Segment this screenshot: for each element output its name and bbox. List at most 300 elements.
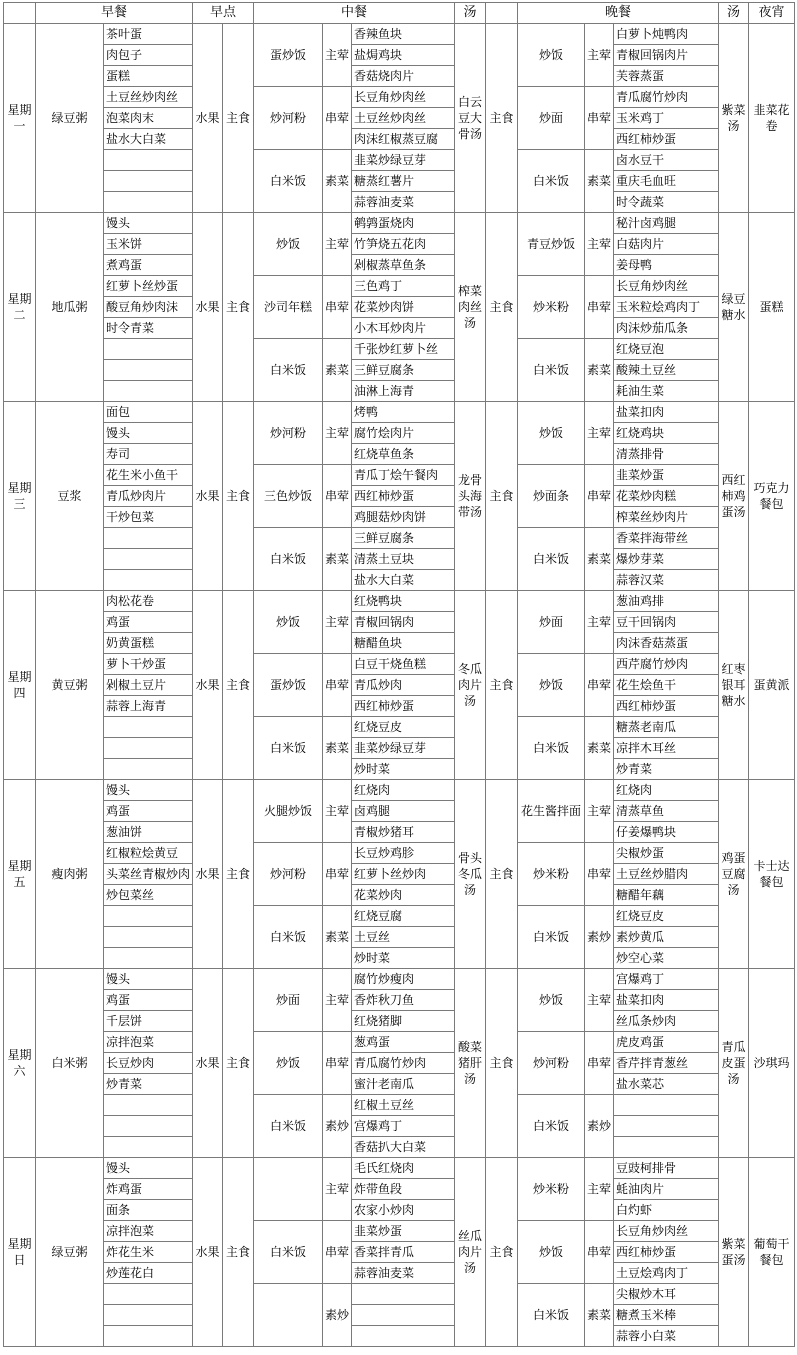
dinner-dish: 榨菜丝炒肉片	[614, 507, 719, 528]
late-night-snack: 沙琪玛	[749, 969, 795, 1158]
dinner-dish: 蒜蓉汉菜	[614, 570, 719, 591]
dinner-dish: 虎皮鸡蛋	[614, 1032, 719, 1053]
lunch-staple-label: 主食	[223, 402, 254, 591]
dinner-staple: 炒饭	[518, 24, 585, 87]
dinner-dish: 豆干回锅肉	[614, 612, 719, 633]
lunch-dish: 红椒土豆丝	[352, 1095, 455, 1116]
lunch-dish: 三色鸡丁	[352, 276, 455, 297]
dinner-dish-type: 主荤	[585, 24, 614, 87]
breakfast-item: 凉拌泡菜	[104, 1221, 193, 1242]
lunch-dish: 青瓜丁烩午餐肉	[352, 465, 455, 486]
table-row	[4, 1179, 795, 1200]
table-row	[4, 1074, 795, 1095]
breakfast-item: 鸡蛋	[104, 801, 193, 822]
breakfast-item: 面包	[104, 402, 193, 423]
table-row	[4, 381, 795, 402]
breakfast-item: 馒头	[104, 780, 193, 801]
morning-snack: 水果	[193, 24, 223, 213]
breakfast-item: 炸鸡蛋	[104, 1179, 193, 1200]
lunch-dish: 红烧草鱼条	[352, 444, 455, 465]
breakfast-item: 炒青菜	[104, 1074, 193, 1095]
lunch-dish: 鹌鹑蛋烧肉	[352, 213, 455, 234]
table-row	[4, 507, 795, 528]
dinner-dish: 清蒸排骨	[614, 444, 719, 465]
dinner-soup: 青瓜皮蛋汤	[719, 969, 749, 1158]
breakfast-item: 泡菜肉末	[104, 108, 193, 129]
lunch-staple: 三色炒饭	[254, 465, 323, 528]
dinner-dish: 白灼虾	[614, 1200, 719, 1221]
breakfast-item: 葱油饼	[104, 822, 193, 843]
dinner-soup: 紫菜蛋汤	[719, 1158, 749, 1347]
table-row	[4, 654, 795, 675]
lunch-staple: 炒面	[254, 969, 323, 1032]
table-row	[4, 444, 795, 465]
breakfast-empty-cell	[104, 906, 193, 927]
late-night-snack: 葡萄干餐包	[749, 1158, 795, 1347]
day-label: 星期六	[4, 969, 36, 1158]
lunch-dish: 西红柿炒蛋	[352, 696, 455, 717]
breakfast-empty-cell	[104, 927, 193, 948]
dinner-staple: 炒面	[518, 87, 585, 150]
late-night-snack: 韭菜花卷	[749, 24, 795, 213]
breakfast-porridge: 绿豆粥	[36, 24, 104, 213]
table-row	[4, 108, 795, 129]
lunch-dish-type: 主荤	[323, 402, 352, 465]
breakfast-item: 蛋糕	[104, 66, 193, 87]
lunch-dish	[352, 1284, 455, 1305]
dinner-staple: 炒饭	[518, 654, 585, 717]
lunch-dish-type: 素菜	[323, 528, 352, 591]
lunch-dish-type: 素菜	[323, 150, 352, 213]
table-row	[4, 255, 795, 276]
lunch-staple: 炒河粉	[254, 402, 323, 465]
lunch-staple: 白米饭	[254, 1221, 323, 1284]
lunch-dish: 炒时菜	[352, 759, 455, 780]
lunch-dish: 韭菜炒绿豆芽	[352, 738, 455, 759]
dinner-dish-type: 串荤	[585, 465, 614, 528]
lunch-dish: 竹笋烧五花肉	[352, 234, 455, 255]
dinner-dish: 蚝油肉片	[614, 1179, 719, 1200]
breakfast-porridge: 瘦肉粥	[36, 780, 104, 969]
table-row	[4, 339, 795, 360]
lunch-dish: 肉沫红椒蒸豆腐	[352, 129, 455, 150]
lunch-dish-type: 串荤	[323, 1221, 352, 1284]
breakfast-empty-cell	[104, 1305, 193, 1326]
lunch-dish: 剁椒蒸草鱼条	[352, 255, 455, 276]
dinner-dish: 肉沫香菇蒸蛋	[614, 633, 719, 654]
dinner-dish: 西红柿炒蛋	[614, 129, 719, 150]
lunch-soup: 酸菜猪肝汤	[455, 969, 486, 1158]
day-label: 星期三	[4, 402, 36, 591]
dinner-dish: 青椒回锅肉片	[614, 45, 719, 66]
late-night-snack: 蛋糕	[749, 213, 795, 402]
table-row	[4, 1011, 795, 1032]
lunch-dish: 烤鸭	[352, 402, 455, 423]
breakfast-item: 凉拌泡菜	[104, 1032, 193, 1053]
lunch-dish-type: 主荤	[323, 591, 352, 654]
breakfast-empty-cell	[104, 528, 193, 549]
lunch-dish: 青瓜腐竹炒肉	[352, 1053, 455, 1074]
lunch-dish-type: 素菜	[323, 717, 352, 780]
dinner-dish: 尖椒炒蛋	[614, 843, 719, 864]
lunch-dish: 蒜蓉油麦菜	[352, 192, 455, 213]
breakfast-item: 煮鸡蛋	[104, 255, 193, 276]
dinner-dish: 白菇肉片	[614, 234, 719, 255]
table-row	[4, 402, 795, 423]
table-row	[4, 801, 795, 822]
lunch-dish: 红烧猪脚	[352, 1011, 455, 1032]
table-row	[4, 423, 795, 444]
lunch-dish-type: 串荤	[323, 87, 352, 150]
lunch-dish-type: 串荤	[323, 1032, 352, 1095]
dinner-dish: 炒青菜	[614, 759, 719, 780]
dinner-dish: 蒜蓉小白菜	[614, 1326, 719, 1347]
dinner-dish-type: 串荤	[585, 843, 614, 906]
table-row	[4, 969, 795, 990]
breakfast-item: 土豆丝炒肉丝	[104, 87, 193, 108]
lunch-dish: 香炸秋刀鱼	[352, 990, 455, 1011]
table-row	[4, 1158, 795, 1179]
breakfast-item: 花生米小鱼干	[104, 465, 193, 486]
lunch-staple: 蛋炒饭	[254, 24, 323, 87]
lunch-staple: 炒河粉	[254, 87, 323, 150]
breakfast-porridge: 地瓜粥	[36, 213, 104, 402]
dinner-dish: 红烧豆泡	[614, 339, 719, 360]
dinner-dish: 玉米粒烩鸡肉丁	[614, 297, 719, 318]
dinner-dish-type: 主荤	[585, 402, 614, 465]
dinner-staple: 炒米粉	[518, 1158, 585, 1221]
dinner-dish: 时令蔬菜	[614, 192, 719, 213]
dinner-dish: 糖蒸老南瓜	[614, 717, 719, 738]
dinner-dish: 姜母鸭	[614, 255, 719, 276]
dinner-dish: 香菜拌海带丝	[614, 528, 719, 549]
dinner-dish	[614, 1095, 719, 1116]
lunch-dish: 清蒸土豆块	[352, 549, 455, 570]
dinner-dish: 素炒黄瓜	[614, 927, 719, 948]
lunch-soup: 榨菜肉丝汤	[455, 213, 486, 402]
lunch-staple: 火腿炒饭	[254, 780, 323, 843]
dinner-dish: 豆豉柯排骨	[614, 1158, 719, 1179]
day-label: 星期四	[4, 591, 36, 780]
header-breakfast: 早餐	[36, 3, 193, 24]
lunch-staple: 白米饭	[254, 528, 323, 591]
lunch-dish: 盐焗鸡块	[352, 45, 455, 66]
table-row	[4, 717, 795, 738]
breakfast-empty-cell	[104, 1095, 193, 1116]
table-row	[4, 1221, 795, 1242]
table-row	[4, 276, 795, 297]
dinner-dish: 青瓜腐竹炒肉	[614, 87, 719, 108]
morning-snack: 水果	[193, 969, 223, 1158]
breakfast-item: 鸡蛋	[104, 612, 193, 633]
lunch-dish-type: 串荤	[323, 654, 352, 717]
table-row	[4, 87, 795, 108]
lunch-dish-type: 串荤	[323, 276, 352, 339]
dinner-staple: 炒饭	[518, 402, 585, 465]
lunch-staple: 白米饭	[254, 906, 323, 969]
lunch-dish: 炸带鱼段	[352, 1179, 455, 1200]
breakfast-empty-cell	[104, 381, 193, 402]
breakfast-empty-cell	[104, 738, 193, 759]
dinner-staple: 白米饭	[518, 906, 585, 969]
dinner-dish: 糖煮玉米棒	[614, 1305, 719, 1326]
lunch-staple: 白米饭	[254, 717, 323, 780]
dinner-staple-label: 主食	[486, 780, 518, 969]
dinner-dish: 酸辣土豆丝	[614, 360, 719, 381]
lunch-dish-type: 串荤	[323, 465, 352, 528]
table-row	[4, 612, 795, 633]
lunch-soup: 龙骨头海带汤	[455, 402, 486, 591]
lunch-dish: 青椒炒猪耳	[352, 822, 455, 843]
dinner-dish-type: 主荤	[585, 591, 614, 654]
breakfast-empty-cell	[104, 549, 193, 570]
table-row	[4, 1032, 795, 1053]
dinner-dish: 耗油生菜	[614, 381, 719, 402]
dinner-soup: 红枣银耳糖水	[719, 591, 749, 780]
breakfast-item: 茶叶蛋	[104, 24, 193, 45]
breakfast-item: 鸡蛋	[104, 990, 193, 1011]
breakfast-item: 炸花生米	[104, 1242, 193, 1263]
dinner-dish: 花生烩鱼干	[614, 675, 719, 696]
dinner-dish: 红烧鸡块	[614, 423, 719, 444]
breakfast-item: 馒头	[104, 213, 193, 234]
breakfast-empty-cell	[104, 1284, 193, 1305]
dinner-staple: 炒饭	[518, 969, 585, 1032]
header-lunch-soup: 汤	[455, 3, 486, 24]
lunch-dish: 盐水大白菜	[352, 570, 455, 591]
morning-snack: 水果	[193, 402, 223, 591]
header-dinner: 晚餐	[518, 3, 719, 24]
dinner-dish-type: 素菜	[585, 528, 614, 591]
day-label: 星期二	[4, 213, 36, 402]
table-row	[4, 738, 795, 759]
lunch-dish: 红烧豆腐	[352, 906, 455, 927]
lunch-dish-type: 主荤	[323, 969, 352, 1032]
lunch-dish-type: 素炒	[323, 1284, 352, 1347]
breakfast-item: 面条	[104, 1200, 193, 1221]
breakfast-empty-cell	[104, 171, 193, 192]
dinner-dish: 长豆角炒肉丝	[614, 276, 719, 297]
dinner-soup: 紫菜汤	[719, 24, 749, 213]
lunch-dish: 油淋上海青	[352, 381, 455, 402]
table-row	[4, 885, 795, 906]
late-night-snack: 卡士达餐包	[749, 780, 795, 969]
header-gap	[486, 3, 518, 24]
breakfast-item: 玉米饼	[104, 234, 193, 255]
dinner-dish: 卤水豆干	[614, 150, 719, 171]
table-row	[4, 192, 795, 213]
breakfast-empty-cell	[104, 717, 193, 738]
late-night-snack: 巧克力餐包	[749, 402, 795, 591]
dinner-staple: 白米饭	[518, 1095, 585, 1158]
table-row	[4, 318, 795, 339]
lunch-dish-type: 主荤	[323, 24, 352, 87]
lunch-dish: 蜜汁老南瓜	[352, 1074, 455, 1095]
dinner-dish: 西芹腐竹炒肉	[614, 654, 719, 675]
breakfast-item: 剁椒土豆片	[104, 675, 193, 696]
lunch-staple: 白米饭	[254, 1095, 323, 1158]
dinner-dish: 红烧豆皮	[614, 906, 719, 927]
lunch-staple-label: 主食	[223, 213, 254, 402]
lunch-dish: 小木耳炒肉片	[352, 318, 455, 339]
lunch-staple: 炒饭	[254, 591, 323, 654]
lunch-dish: 香菇烧肉片	[352, 66, 455, 87]
table-row	[4, 213, 795, 234]
table-row	[4, 465, 795, 486]
table-row	[4, 864, 795, 885]
table-row	[4, 591, 795, 612]
dinner-dish: 芙蓉蒸蛋	[614, 66, 719, 87]
table-row	[4, 1263, 795, 1284]
lunch-dish: 腐竹烩肉片	[352, 423, 455, 444]
dinner-dish: 土豆烩鸡肉丁	[614, 1263, 719, 1284]
dinner-dish: 红烧肉	[614, 780, 719, 801]
lunch-dish: 毛氏红烧肉	[352, 1158, 455, 1179]
lunch-soup: 骨头冬瓜汤	[455, 780, 486, 969]
lunch-staple-label: 主食	[223, 969, 254, 1158]
dinner-staple: 白米饭	[518, 339, 585, 402]
lunch-dish: 青瓜炒肉	[352, 675, 455, 696]
lunch-dish-type: 素菜	[323, 339, 352, 402]
lunch-staple	[254, 1284, 323, 1347]
dinner-staple-label: 主食	[486, 213, 518, 402]
table-row	[4, 633, 795, 654]
table-row	[4, 675, 795, 696]
day-label: 星期一	[4, 24, 36, 213]
lunch-dish: 长豆炒鸡胗	[352, 843, 455, 864]
lunch-dish	[352, 1305, 455, 1326]
lunch-dish-type: 主荤	[323, 780, 352, 843]
table-row	[4, 570, 795, 591]
lunch-dish-type: 串荤	[323, 843, 352, 906]
breakfast-item: 青瓜炒肉片	[104, 486, 193, 507]
table-row	[4, 1284, 795, 1305]
dinner-soup: 绿豆糖水	[719, 213, 749, 402]
lunch-dish: 卤鸡腿	[352, 801, 455, 822]
dinner-dish-type: 主荤	[585, 213, 614, 276]
lunch-dish-type: 素菜	[323, 906, 352, 969]
lunch-dish: 千张炒红萝卜丝	[352, 339, 455, 360]
dinner-dish: 西红柿炒蛋	[614, 696, 719, 717]
breakfast-item: 酸豆角炒肉沫	[104, 297, 193, 318]
lunch-dish-type: 主荤	[323, 213, 352, 276]
dinner-dish-type: 素菜	[585, 717, 614, 780]
lunch-dish: 蒜蓉油麦菜	[352, 1263, 455, 1284]
lunch-dish: 糖醋鱼块	[352, 633, 455, 654]
table-row	[4, 234, 795, 255]
lunch-dish: 香菜拌青瓜	[352, 1242, 455, 1263]
lunch-dish: 三鲜豆腐条	[352, 528, 455, 549]
dinner-dish-type: 素炒	[585, 906, 614, 969]
dinner-dish: 宫爆鸡丁	[614, 969, 719, 990]
breakfast-item: 肉松花卷	[104, 591, 193, 612]
table-row	[4, 906, 795, 927]
breakfast-item: 长豆炒肉	[104, 1053, 193, 1074]
dinner-staple-label: 主食	[486, 591, 518, 780]
table-row	[4, 948, 795, 969]
table-row	[4, 486, 795, 507]
day-label: 星期日	[4, 1158, 36, 1347]
dinner-staple: 白米饭	[518, 717, 585, 780]
lunch-soup: 冬瓜肉片汤	[455, 591, 486, 780]
table-row	[4, 1053, 795, 1074]
table-row	[4, 297, 795, 318]
breakfast-empty-cell	[104, 1326, 193, 1347]
lunch-dish: 土豆丝炒肉丝	[352, 108, 455, 129]
dinner-dish-type: 主荤	[585, 780, 614, 843]
breakfast-item: 时令青菜	[104, 318, 193, 339]
breakfast-item: 头菜丝青椒炒肉	[104, 864, 193, 885]
breakfast-porridge: 黄豆粥	[36, 591, 104, 780]
lunch-dish	[352, 1326, 455, 1347]
table-row	[4, 780, 795, 801]
lunch-dish-type: 素炒	[323, 1095, 352, 1158]
dinner-dish: 白萝卜炖鸭肉	[614, 24, 719, 45]
lunch-dish: 香菇扒大白菜	[352, 1137, 455, 1158]
breakfast-porridge: 白米粥	[36, 969, 104, 1158]
table-row	[4, 360, 795, 381]
table-row	[4, 150, 795, 171]
lunch-staple: 炒河粉	[254, 843, 323, 906]
lunch-dish: 葱鸡蛋	[352, 1032, 455, 1053]
lunch-dish: 香辣鱼块	[352, 24, 455, 45]
table-row	[4, 24, 795, 45]
breakfast-empty-cell	[104, 1116, 193, 1137]
table-row	[4, 1326, 795, 1347]
dinner-staple: 炒面	[518, 591, 585, 654]
dinner-dish: 爆炒芽菜	[614, 549, 719, 570]
lunch-staple: 蛋炒饭	[254, 654, 323, 717]
dinner-dish: 炒空心菜	[614, 948, 719, 969]
dinner-soup: 鸡蛋豆腐汤	[719, 780, 749, 969]
breakfast-empty-cell	[104, 570, 193, 591]
lunch-dish: 韭菜炒蛋	[352, 1221, 455, 1242]
day-label: 星期五	[4, 780, 36, 969]
dinner-dish: 香芹拌青葱丝	[614, 1053, 719, 1074]
table-row	[4, 696, 795, 717]
lunch-dish: 红萝卜丝炒肉	[352, 864, 455, 885]
dinner-dish-type: 串荤	[585, 1221, 614, 1284]
table-row	[4, 927, 795, 948]
dinner-staple: 白米饭	[518, 1284, 585, 1347]
dinner-dish: 葱油鸡排	[614, 591, 719, 612]
lunch-dish: 糖蒸红薯片	[352, 171, 455, 192]
dinner-staple: 花生酱拌面	[518, 780, 585, 843]
table-row	[4, 1200, 795, 1221]
breakfast-item: 萝卜干炒蛋	[104, 654, 193, 675]
dinner-staple: 炒面条	[518, 465, 585, 528]
lunch-staple: 炒饭	[254, 213, 323, 276]
dinner-dish-type: 主荤	[585, 969, 614, 1032]
dinner-staple: 青豆炒饭	[518, 213, 585, 276]
dinner-dish: 凉拌木耳丝	[614, 738, 719, 759]
breakfast-item: 肉包子	[104, 45, 193, 66]
breakfast-item: 炒莲花白	[104, 1263, 193, 1284]
lunch-dish: 土豆丝	[352, 927, 455, 948]
dinner-dish: 土豆丝炒腊肉	[614, 864, 719, 885]
dinner-staple: 炒河粉	[518, 1032, 585, 1095]
lunch-staple: 沙司年糕	[254, 276, 323, 339]
menu-body	[4, 24, 795, 1347]
breakfast-item: 蒜蓉上海青	[104, 696, 193, 717]
dinner-staple: 炒米粉	[518, 276, 585, 339]
morning-snack: 水果	[193, 780, 223, 969]
lunch-staple-label: 主食	[223, 780, 254, 969]
dinner-dish: 清蒸草鱼	[614, 801, 719, 822]
lunch-dish: 花菜炒肉饼	[352, 297, 455, 318]
header-row	[4, 3, 795, 24]
breakfast-item: 千层饼	[104, 1011, 193, 1032]
